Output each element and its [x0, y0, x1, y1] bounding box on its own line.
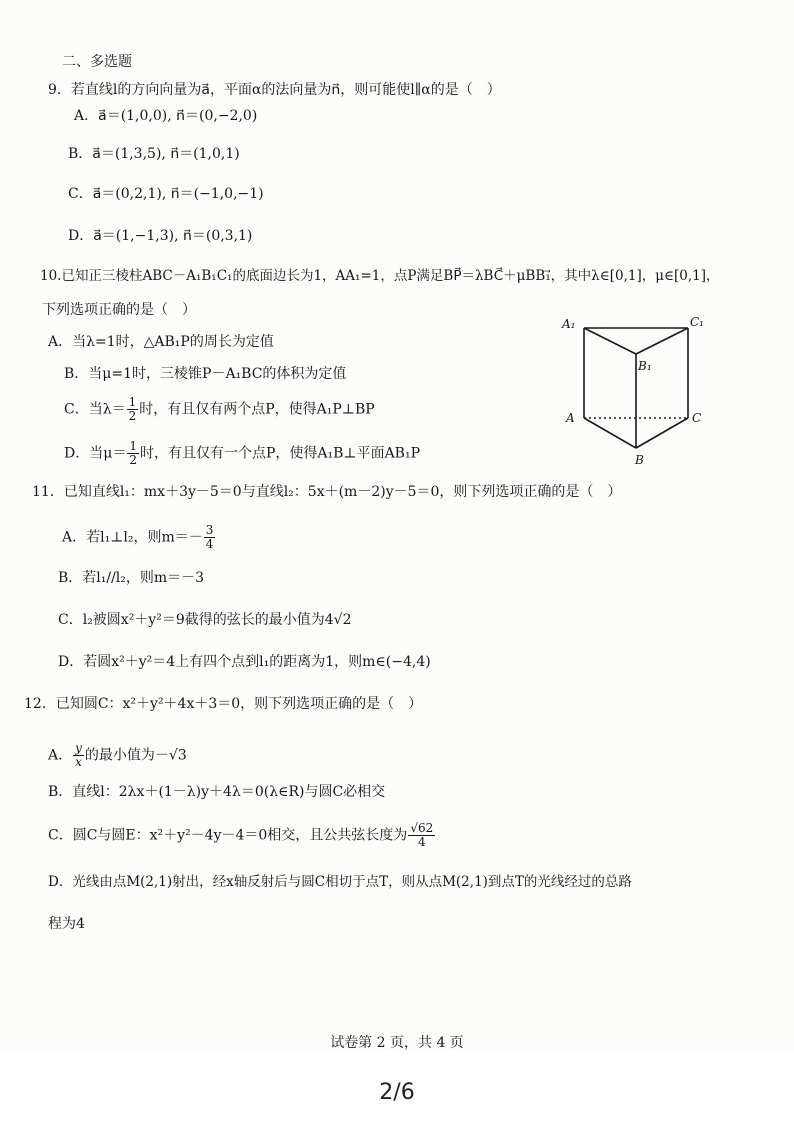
fraction-denominator: x	[75, 755, 82, 769]
page-counter: 2/6	[379, 1080, 415, 1105]
fraction-denominator: 2	[129, 453, 137, 467]
q9-option-c: C．a⃗＝(0,2,1), n⃗＝(−1,0,−1)	[68, 186, 264, 202]
q9-option-d: D．a⃗＝(1,−1,3), n⃗＝(0,3,1)	[68, 228, 253, 244]
q10-option-d-prefix: D．当μ＝	[64, 445, 127, 462]
fraction-denominator: 4	[205, 537, 214, 551]
q10-option-c-suffix: 时，有且仅有两个点P，使得A₁P⊥BP	[139, 401, 375, 418]
q12-option-a	[48, 742, 187, 769]
q11-option-c: C．l₂被圆x²＋y²＝9截得的弦长的最小值为4√2	[58, 612, 352, 628]
q12-option-a-suffix: 的最小值为－√3	[84, 747, 187, 764]
q12-option-c	[48, 822, 436, 849]
fraction-numerator: 3	[205, 523, 214, 537]
q10-option-a: A．当λ=1时，△AB₁P的周长为定值	[48, 334, 274, 350]
fraction-three-quarters	[204, 524, 216, 551]
q11-option-a-prefix: A．若l₁⊥l₂，则m＝－	[62, 529, 203, 546]
fraction-numerator: √62	[410, 821, 434, 835]
q11-option-b: B．若l₁//l₂，则m＝－3	[58, 570, 205, 586]
edge-b-c	[636, 418, 688, 448]
edge-c1-b1	[636, 328, 688, 354]
fraction-one-half	[127, 396, 139, 423]
edge-a-b	[584, 418, 636, 448]
q10-stem-line2: 下列选项正确的是（ ）	[42, 302, 196, 318]
q10-option-b: B．当μ=1时，三棱锥P－A₁BC的体积为定值	[64, 366, 347, 382]
fraction-numerator: 1	[128, 395, 137, 409]
q11-option-a	[62, 524, 216, 551]
q12-stem: 12．已知圆C：x²＋y²＋4x＋3＝0，则下列选项正确的是（ ）	[24, 696, 423, 712]
q10-option-d	[64, 440, 420, 467]
q10-option-c-prefix: C．当λ＝	[64, 401, 126, 418]
label-b1: B₁	[638, 359, 652, 373]
fraction-denominator: 4	[417, 835, 426, 849]
q12-option-d-line2: 程为4	[48, 916, 85, 932]
fraction-sqrt62-over-4	[408, 822, 435, 849]
label-c1: C₁	[690, 315, 704, 329]
section-title: 二、多选题	[62, 54, 132, 70]
fraction-numerator: 1	[129, 439, 137, 453]
fraction-one-half	[127, 440, 139, 467]
q12-option-a-prefix: A．	[48, 747, 73, 764]
q10-option-d-suffix: 时，有且仅有一个点P，使得A₁B⊥平面AB₁P	[139, 445, 420, 462]
q11-stem: 11．已知直线l₁：mx＋3y－5＝0与直线l₂：5x＋(m－2)y－5＝0，则下列选项正确的是（ ）	[32, 484, 622, 500]
q9-option-a: A．a⃗＝(1,0,0), n⃗＝(0,−2,0)	[74, 108, 258, 124]
edge-a1-b1	[584, 328, 636, 354]
q12-option-d-line1: D．光线由点M(2,1)射出，经x轴反射后与圆C相切于点T，则从点M(2,1)到点T的光线经过的总路	[48, 874, 632, 890]
fraction-y-over-x	[73, 742, 84, 769]
q10-stem-line1: 10.已知正三棱柱ABC－A₁B₁C₁的底面边长为1，AA₁=1，点P满足BP⃗＝λBC⃗＋μBB₁⃗，其中λ∈[0,1]，μ∈[0,1]，	[40, 268, 720, 284]
page-footer: 试卷第 2 页，共 4 页	[330, 1035, 464, 1051]
q12-option-c-prefix: C．圆C与圆E：x²＋y²－4y－4＝0相交，且公共弦长度为	[48, 827, 408, 844]
q9-stem: 9．若直线l的方向向量为a⃗，平面α的法向量为n⃗，则可能使l∥α的是（ ）	[48, 82, 501, 98]
fraction-numerator: y	[75, 741, 82, 755]
label-a1: A₁	[562, 317, 576, 331]
label-b: B	[635, 453, 644, 467]
label-c: C	[692, 411, 702, 425]
prism-figure	[556, 308, 726, 470]
q9-option-b: B．a⃗＝(1,3,5), n⃗＝(1,0,1)	[68, 146, 240, 162]
q10-option-c	[64, 396, 375, 423]
label-a: A	[566, 411, 575, 425]
fraction-denominator: 2	[128, 409, 137, 423]
q12-option-b: B．直线l：2λx＋(1－λ)y＋4λ＝0(λ∈R)与圆C必相交	[48, 784, 386, 800]
q11-option-d: D．若圆x²＋y²＝4上有四个点到l₁的距离为1，则m∈(−4,4)	[58, 654, 431, 670]
